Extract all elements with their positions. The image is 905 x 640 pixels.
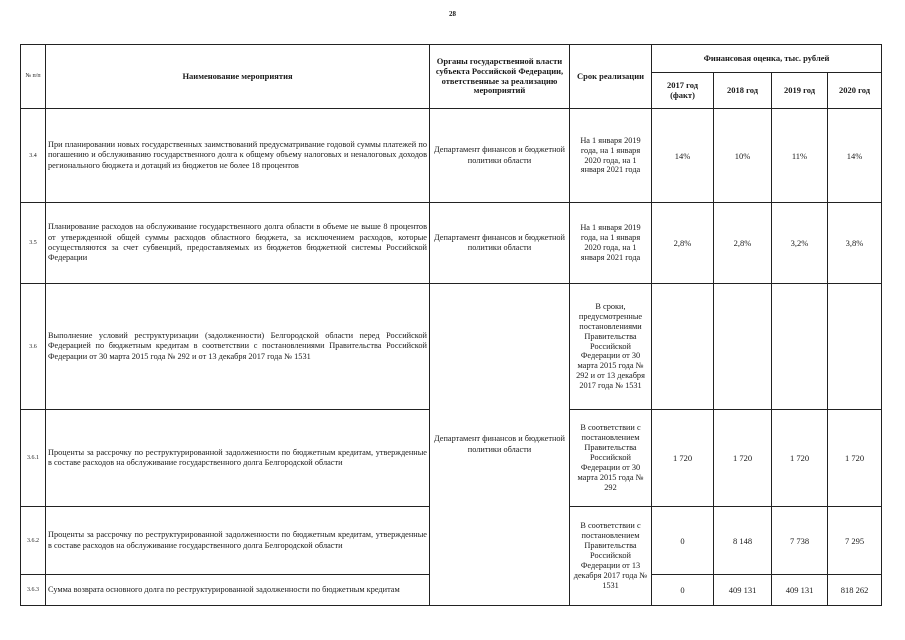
table-row xyxy=(21,203,882,284)
value-2019: 3,2% xyxy=(772,203,828,284)
header-term: Срок реализации xyxy=(570,45,652,109)
value-2020 xyxy=(828,284,882,410)
row-number: 3.6.1 xyxy=(21,410,46,507)
header-year-2020: 2020 год xyxy=(828,73,882,109)
responsible-org-merged: Департамент финансов и бюджетной политики области xyxy=(430,284,570,606)
activity-name: При планировании новых государственных заимствований предусматривание годовой суммы платежей по погашению и обслуживанию государственного долга к общему объему налоговых и неналоговых доходов регионального бюджета и дотаций из бюджетов не более 18 процентов xyxy=(46,109,430,203)
table-row xyxy=(21,109,882,203)
row-number: 3.6.2 xyxy=(21,507,46,575)
implementation-term: В сроки, предусмотренные постановлениями Правительства Российской Федерации от 30 марта 2015 года № 292 и от 13 декабря 2017 года № 1531 xyxy=(570,284,652,410)
header-year-2017: 2017 год (факт) xyxy=(652,73,714,109)
value-2017: 0 xyxy=(652,507,714,575)
header-num: № п/п xyxy=(21,45,46,109)
value-2017 xyxy=(652,284,714,410)
activity-name: Выполнение условий реструктуризации (задолженности) Белгородской области перед Российской Федерацией по бюджетным кредитам в соответствии с постановлениями Правительства Российской Федерации от 30 марта 2015 года № 292 и от 13 декабря 2017 года № 1531 xyxy=(46,284,430,410)
implementation-term-merged: В соответствии с постановлением Правительства Российской Федерации от 13 декабря 2017 года № 1531 xyxy=(570,507,652,606)
value-2017: 2,8% xyxy=(652,203,714,284)
implementation-term: В соответствии с постановлением Правительства Российской Федерации от 30 марта 2015 года № 292 xyxy=(570,410,652,507)
header-year-2018: 2018 год xyxy=(714,73,772,109)
activity-name: Планирование расходов на обслуживание государственного долга области в объеме не выше 8 процентов от утвержденной общей суммы расходов областного бюджета, за исключением расходов, которые осуществляются за счет субвенций, предоставляемых из бюджетов бюджетной системы Российской Федерации xyxy=(46,203,430,284)
row-number: 3.5 xyxy=(21,203,46,284)
row-number: 3.6 xyxy=(21,284,46,410)
value-2018: 10% xyxy=(714,109,772,203)
value-2019: 409 131 xyxy=(772,575,828,606)
responsible-org: Департамент финансов и бюджетной политики области xyxy=(430,109,570,203)
value-2018: 1 720 xyxy=(714,410,772,507)
activity-name: Проценты за рассрочку по реструктурированной задолженности по бюджетным кредитам, утвержденные в составе расходов на обслуживание государственного долга Белгородской области xyxy=(46,507,430,575)
table-row xyxy=(21,284,882,410)
activities-table xyxy=(20,44,882,606)
activity-name: Сумма возврата основного долга по реструктурированной задолженности по бюджетным кредитам xyxy=(46,575,430,606)
value-2020: 818 262 xyxy=(828,575,882,606)
header-year-2019: 2019 год xyxy=(772,73,828,109)
page-number: 28 xyxy=(449,10,456,18)
implementation-term: На 1 января 2019 года, на 1 января 2020 года, на 1 января 2021 года xyxy=(570,203,652,284)
value-2017: 0 xyxy=(652,575,714,606)
implementation-term: На 1 января 2019 года, на 1 января 2020 года, на 1 января 2021 года xyxy=(570,109,652,203)
value-2019 xyxy=(772,284,828,410)
value-2019: 11% xyxy=(772,109,828,203)
header-financial: Финансовая оценка, тыс. рублей xyxy=(652,45,882,73)
value-2018: 2,8% xyxy=(714,203,772,284)
value-2020: 14% xyxy=(828,109,882,203)
value-2020: 1 720 xyxy=(828,410,882,507)
row-number: 3.4 xyxy=(21,109,46,203)
value-2017: 1 720 xyxy=(652,410,714,507)
value-2018 xyxy=(714,284,772,410)
value-2017: 14% xyxy=(652,109,714,203)
value-2018: 409 131 xyxy=(714,575,772,606)
value-2020: 7 295 xyxy=(828,507,882,575)
header-org: Органы государственной власти субъекта Российской Федерации, ответственные за реализацию мероприятий xyxy=(430,45,570,109)
value-2019: 1 720 xyxy=(772,410,828,507)
responsible-org: Департамент финансов и бюджетной политики области xyxy=(430,203,570,284)
header-name: Наименование мероприятия xyxy=(46,45,430,109)
row-number: 3.6.3 xyxy=(21,575,46,606)
value-2018: 8 148 xyxy=(714,507,772,575)
value-2019: 7 738 xyxy=(772,507,828,575)
value-2020: 3,8% xyxy=(828,203,882,284)
activity-name: Проценты за рассрочку по реструктурированной задолженности по бюджетным кредитам, утвержденные в составе расходов на обслуживание государственного долга Белгородской области xyxy=(46,410,430,507)
